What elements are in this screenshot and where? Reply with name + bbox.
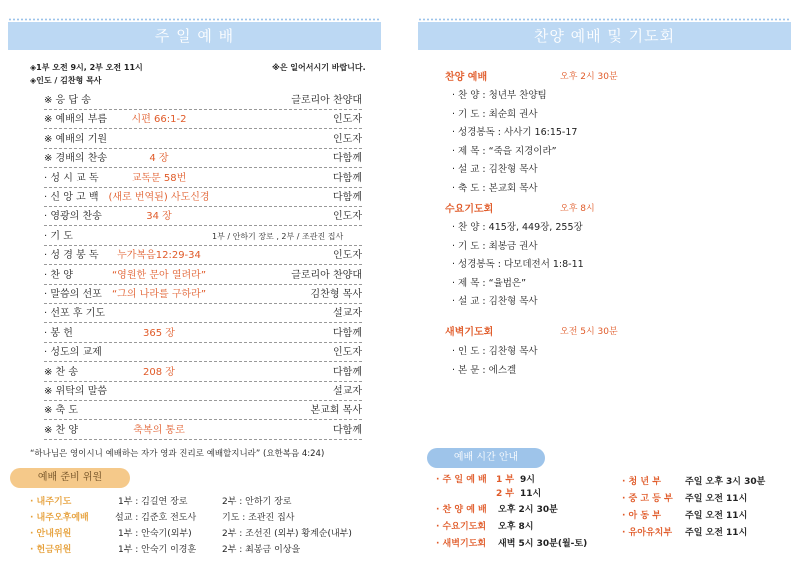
dawn-prayer-time: 오전 5시 30분 [560, 327, 618, 337]
schedule-title-label: 예배 시간 안내 [453, 452, 519, 463]
service-item: · 본 문 : 에스겔 [452, 364, 517, 376]
verse-quote: “하나님은 영이시니 예배하는 자가 영과 진리로 예배할지니라” (요한복음 4:24) [30, 449, 325, 459]
prep-first: 설교 : 김준호 전도사 [115, 513, 197, 523]
order-item-name: · 말씀의 선포 [44, 289, 102, 300]
order-item-name: ※ 찬 양 [44, 424, 79, 436]
order-item-detail: “영원한 문아 열려라” [112, 269, 206, 281]
order-item-name: ※ 경배의 찬송 [44, 153, 108, 165]
order-row [44, 169, 362, 189]
order-item-name: ※ 위탁의 말씀 [44, 386, 108, 397]
wednesday-prayer-title: 수요기도회 [445, 204, 494, 215]
prep-label: · 내주기도 [30, 497, 72, 507]
praise-service-title: 찬양 예배 [445, 72, 488, 83]
prep-second: 2부 : 조선진 (외부) 황계순(내부) [222, 529, 352, 539]
schedule-label: · 수요기도회 [436, 522, 487, 532]
service-item: · 제 목 : “죽을 지경이라” [452, 145, 557, 157]
order-item-detail: 365 장 [143, 327, 175, 339]
prep-label: · 헌금위원 [30, 545, 72, 555]
schedule-dept-time: 주일 오전 11시 [685, 528, 748, 538]
order-item-name: · 신 앙 고 백 [44, 192, 99, 203]
order-item-leader: 인도자 [333, 347, 362, 359]
order-item-name: · 봉 헌 [44, 327, 73, 339]
right-header-dots [418, 18, 791, 21]
schedule-dept-label: · 중 고 등 부 [622, 494, 673, 504]
order-item-leader: 인도자 [333, 250, 362, 262]
service-item: · 성경봉독 : 다모데전서 1:8-11 [452, 259, 584, 271]
order-item-detail: (새로 번역된) 사도신경 [108, 192, 210, 203]
service-item: · 설 교 : 김찬형 목사 [452, 296, 538, 308]
service-item: · 제 목 : “율법은” [452, 277, 527, 289]
leader-line: ◈인도 / 김찬형 목사 [30, 76, 102, 85]
order-item-detail: 시편 66:1-2 [131, 114, 187, 126]
schedule-time: 9시 [520, 475, 535, 485]
service-times: ◈1부 오전 9시, 2부 오전 11시 [30, 63, 143, 72]
order-item-name: · 성 시 교 독 [44, 172, 99, 184]
order-item-detail: 1부 / 안하기 장로 , 2부 / 조관진 집사 [212, 231, 344, 241]
order-item-leader: 설교자 [333, 386, 362, 397]
order-row [44, 110, 362, 130]
order-row [44, 382, 362, 402]
schedule-time: 새벽 5시 30분(월-토) [498, 539, 588, 549]
order-item-name: · 선포 후 기도 [44, 308, 106, 320]
order-row [44, 304, 362, 324]
order-item-detail: 누가복음12:29-34 [117, 250, 201, 262]
prep-first: 1부 : 김길연 장로 [118, 497, 188, 507]
schedule-title [427, 448, 545, 468]
order-item-leader: 다함께 [333, 153, 362, 165]
service-item: · 인 도 : 김찬형 목사 [452, 346, 538, 357]
order-row [44, 246, 362, 266]
order-row [44, 207, 362, 227]
schedule-time: 오후 8시 [498, 522, 534, 532]
schedule-part: 1 부 [496, 475, 515, 485]
order-item-leader: 다함께 [333, 366, 362, 378]
order-row [44, 363, 362, 383]
right-header [418, 22, 791, 50]
order-item-name: ※ 예배의 기원 [44, 133, 108, 145]
order-item-leader: 인도자 [333, 133, 362, 145]
order-item-name: ※ 예배의 부름 [44, 114, 108, 126]
schedule-dept-label: · 아 동 부 [622, 511, 661, 521]
service-item: · 설 교 : 김찬형 목사 [452, 164, 538, 176]
prep-committee-label: 예배 준비 위원 [37, 472, 103, 483]
order-item-name: ※ 축 도 [44, 405, 79, 417]
order-item-leader: 설교자 [333, 308, 362, 320]
left-header [8, 22, 381, 50]
order-row [44, 130, 362, 150]
order-item-name: · 성 경 봉 독 [44, 250, 99, 262]
dawn-prayer-title: 새벽기도회 [445, 327, 494, 338]
order-item-leader: 다함께 [333, 192, 362, 203]
order-item-leader: 다함께 [333, 327, 362, 339]
prep-committee-title [10, 468, 130, 488]
order-item-detail: 34 장 [146, 211, 172, 223]
order-row [44, 324, 362, 344]
order-item-leader: 김찬형 목사 [310, 289, 362, 300]
order-row [44, 227, 362, 247]
schedule-dept-label: · 청 년 부 [622, 477, 661, 487]
order-item-leader: 본교회 목사 [310, 405, 362, 417]
order-row [44, 188, 362, 208]
order-item-leader: 인도자 [333, 114, 362, 126]
order-item-name: · 영광의 찬송 [44, 211, 102, 223]
order-item-leader: 글로리아 찬양대 [291, 95, 362, 106]
order-row [44, 149, 362, 169]
order-row [44, 421, 362, 441]
order-item-name: · 성도의 교제 [44, 347, 102, 359]
order-item-leader: 인도자 [333, 211, 362, 223]
schedule-dept-time: 주일 오전 11시 [685, 494, 748, 504]
rise-note: ※은 일어서시기 바랍니다. [272, 63, 366, 72]
order-item-detail: “그의 나라를 구하라” [112, 289, 206, 300]
order-item-detail: 208 장 [143, 366, 175, 378]
prep-label: · 안내위원 [30, 529, 72, 539]
prep-second: 기도 : 조관진 집사 [222, 513, 295, 523]
schedule-time: 오후 2시 30분 [498, 505, 558, 515]
schedule-time: 11시 [520, 489, 542, 499]
order-row [44, 401, 362, 421]
order-item-name: ※ 찬 송 [44, 366, 79, 378]
order-item-leader: 다함께 [333, 172, 362, 184]
order-item-name: ※ 응 답 송 [44, 95, 91, 106]
order-row [44, 285, 362, 305]
schedule-dept-label: · 유아유치부 [622, 528, 673, 538]
order-item-detail: 축복의 통로 [133, 424, 185, 436]
wednesday-prayer-time: 오후 8시 [560, 204, 595, 214]
schedule-part: 2 부 [496, 489, 515, 499]
service-item: · 성경봉독 : 사사기 16:15-17 [452, 127, 578, 139]
service-item: · 찬 양 : 청년부 찬양팀 [452, 90, 547, 101]
order-item-leader: 글로리아 찬양대 [291, 269, 362, 281]
order-item-name: · 기 도 [44, 230, 73, 242]
service-item: · 기 도 : 최순희 권사 [452, 108, 538, 120]
prep-label: · 내주오후예배 [30, 513, 89, 523]
praise-service-time: 오후 2시 30분 [560, 72, 618, 82]
schedule-label: · 찬 양 예 배 [436, 505, 487, 515]
right-title: 찬양 예배 및 기도회 [533, 27, 676, 45]
order-row [44, 91, 362, 111]
prep-first: 1부 : 안숙기 이경훈 [118, 545, 197, 555]
left-header-dots [8, 18, 381, 21]
schedule-dept-time: 주일 오후 3시 30분 [685, 477, 766, 487]
order-item-leader: 다함께 [333, 424, 362, 436]
schedule-label: · 새벽기도회 [436, 539, 487, 549]
schedule-label: · 주 일 예 배 [436, 475, 487, 485]
left-title: 주 일 예 배 [154, 27, 235, 45]
service-item: · 찬 양 : 415장, 449장, 255장 [452, 222, 583, 233]
service-item: · 축 도 : 본교회 목사 [452, 183, 538, 194]
order-row [44, 266, 362, 286]
order-item-detail: 교독문 58번 [131, 172, 187, 184]
order-row [44, 343, 362, 363]
prep-first: 1부 : 안숙기(외부) [118, 529, 192, 539]
order-item-name: · 찬 양 [44, 269, 73, 281]
prep-second: 2부 : 최봉금 이상을 [222, 545, 301, 555]
service-item: · 기 도 : 최봉금 권사 [452, 240, 538, 252]
schedule-dept-time: 주일 오전 11시 [685, 511, 748, 521]
prep-second: 2부 : 안하기 장로 [222, 497, 292, 507]
order-item-detail: 4 장 [149, 153, 169, 165]
